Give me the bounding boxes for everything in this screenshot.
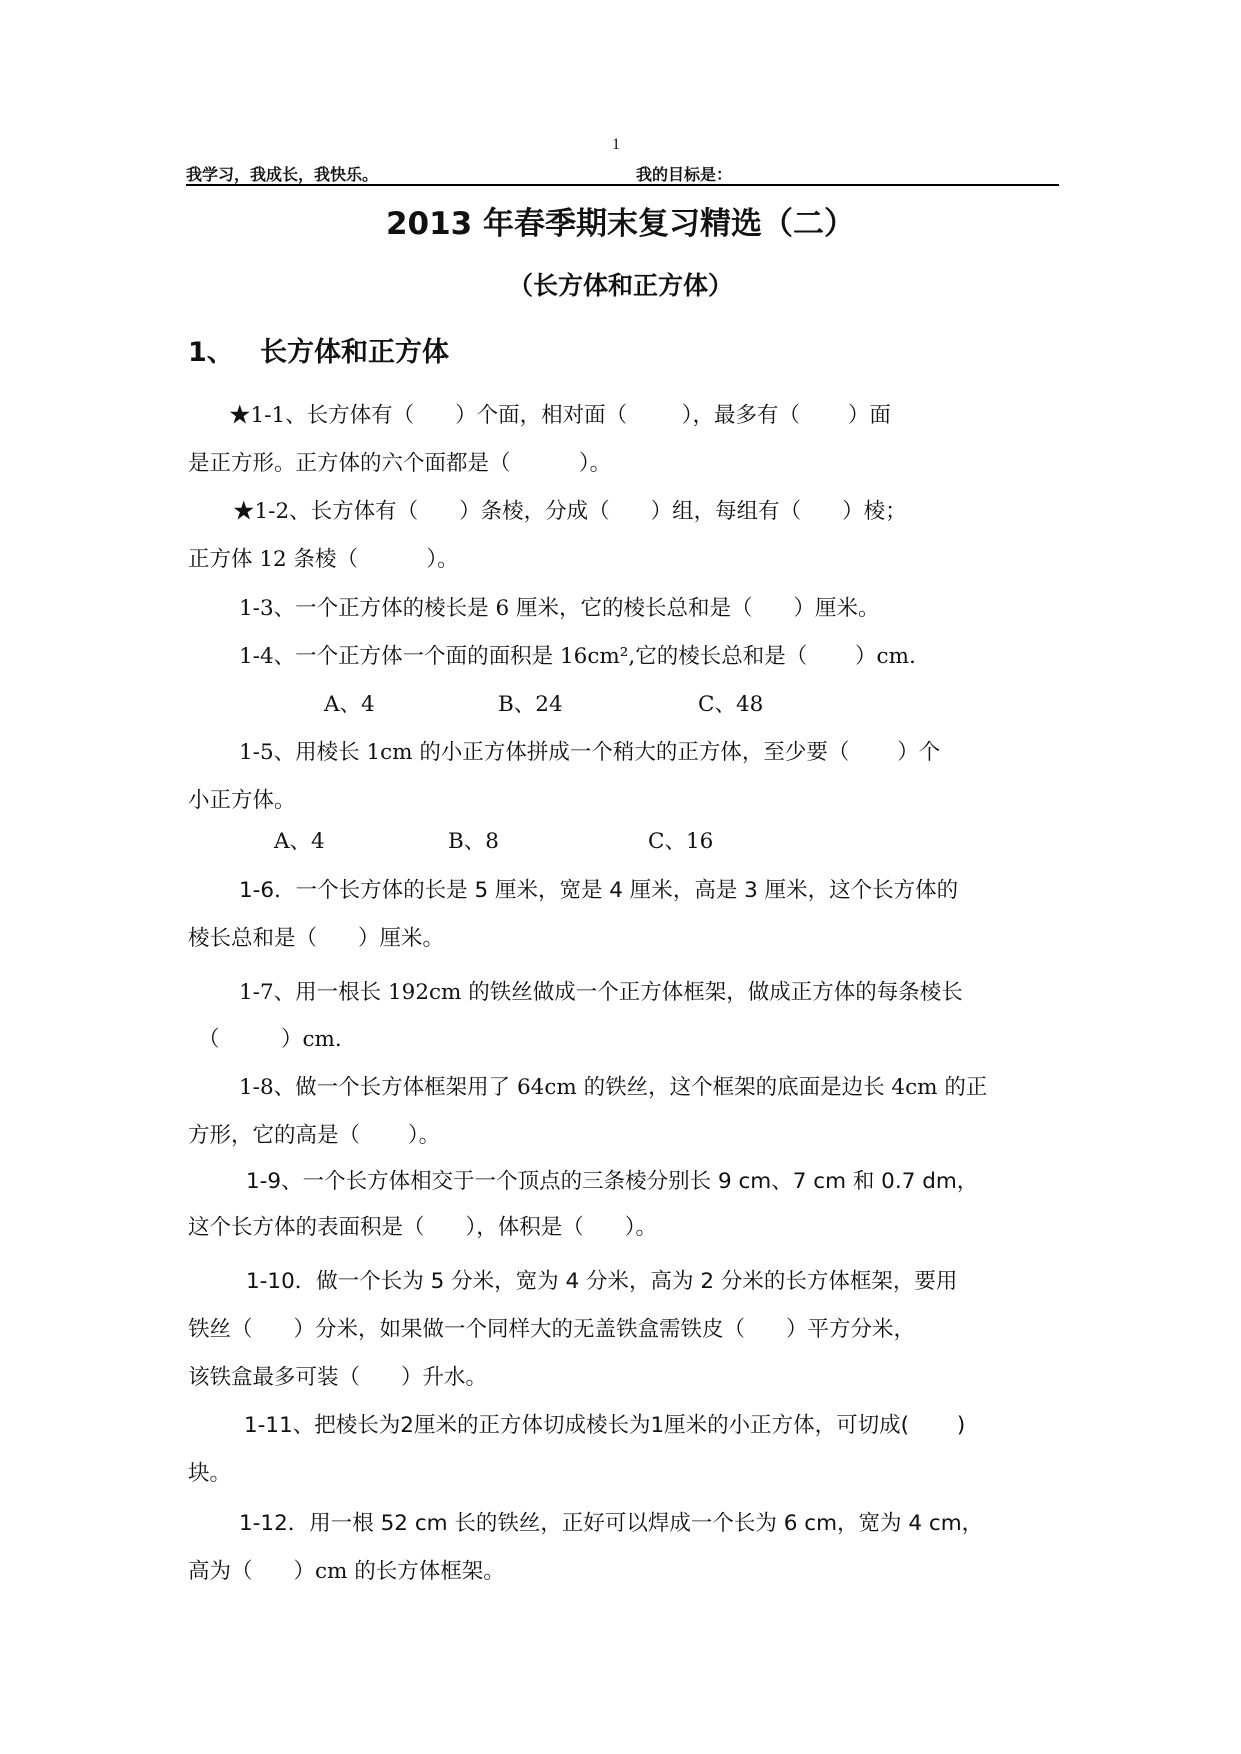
header-motto: 我学习，我成长，我快乐。 xyxy=(186,165,379,184)
question-1-4: 1-4、一个正方体一个面的面积是 16cm²,它的棱长总和是（ ）cm. xyxy=(239,644,916,669)
option-c: C、48 xyxy=(698,692,764,717)
header-goal-label: 我的目标是： xyxy=(636,165,733,184)
question-1-1-line-1: ★1-1、长方体有（ ）个面，相对面（ ），最多有（ ）面 xyxy=(229,403,891,428)
question-1-7-line-1: 1-7、用一根长 192cm 的铁丝做成一个正方体框架，做成正方体的每条棱长 xyxy=(239,980,963,1005)
option-b: B、8 xyxy=(448,829,499,854)
option-a: A、4 xyxy=(324,692,375,717)
page-number: 1 xyxy=(612,136,620,153)
question-1-3: 1-3、一个正方体的棱长是 6 厘米，它的棱长总和是（ ）厘米。 xyxy=(239,596,880,621)
question-1-9-line-2: 这个长方体的表面积是（ ），体积是（ ）。 xyxy=(188,1215,658,1240)
question-1-6-line-1: 1-6．一个长方体的长是 5 厘米，宽是 4 厘米，高是 3 厘米，这个长方体的 xyxy=(239,878,959,903)
question-1-1-line-2: 是正方形。正方体的六个面都是（ ）。 xyxy=(188,451,612,476)
question-1-5-line-2: 小正方体。 xyxy=(188,788,296,813)
document-subtitle: （长方体和正方体） xyxy=(507,271,733,300)
section-heading xyxy=(188,330,449,369)
section-title: 长方体和正方体 xyxy=(260,337,449,368)
question-1-10-line-2: 铁丝（ ）分米，如果做一个同样大的无盖铁盒需铁皮（ ）平方分米， xyxy=(188,1317,916,1342)
question-1-8-line-2: 方形，它的高是（ ）。 xyxy=(188,1123,441,1148)
question-1-11-line-2: 块。 xyxy=(188,1461,232,1486)
question-1-11-line-1: 1-11、把棱长为2厘米的正方体切成棱长为1厘米的小正方体，可切成( ) xyxy=(244,1413,966,1438)
question-1-9-line-1: 1-9、一个长方体相交于一个顶点的三条棱分别长 9 cm、7 cm 和 0.7 dm， xyxy=(246,1169,979,1194)
question-1-8-line-1: 1-8、做一个长方体框架用了 64cm 的铁丝，这个框架的底面是边长 4cm 的正 xyxy=(239,1075,988,1100)
page-header xyxy=(186,160,1059,186)
question-1-2-line-2: 正方体 12 条棱（ ）。 xyxy=(188,547,459,572)
option-b: B、24 xyxy=(498,692,563,717)
question-1-7-line-2: （ ）cm. xyxy=(198,1027,342,1052)
question-1-12-line-2: 高为（ ）cm 的长方体框架。 xyxy=(188,1559,505,1584)
question-1-6-line-2: 棱长总和是（ ）厘米。 xyxy=(188,926,445,951)
document-title: 2013 年春季期末复习精选（二） xyxy=(385,206,856,242)
question-1-2-line-1: ★1-2、长方体有（ ）条棱，分成（ ）组，每组有（ ）棱； xyxy=(233,499,907,524)
option-a: A、4 xyxy=(274,829,325,854)
question-1-10-line-3: 该铁盒最多可装（ ）升水。 xyxy=(188,1365,488,1390)
question-1-5-line-1: 1-5、用棱长 1cm 的小正方体拼成一个稍大的正方体，至少要（ ）个 xyxy=(239,740,941,765)
section-number: 1、 xyxy=(188,337,234,368)
question-1-10-line-1: 1-10．做一个长为 5 分米，宽为 4 分米，高为 2 分米的长方体框架，要用 xyxy=(246,1269,958,1294)
option-c: C、16 xyxy=(648,829,714,854)
question-1-12-line-1: 1-12．用一根 52 cm 长的铁丝，正好可以焊成一个长为 6 cm，宽为 4 cm， xyxy=(239,1511,984,1536)
